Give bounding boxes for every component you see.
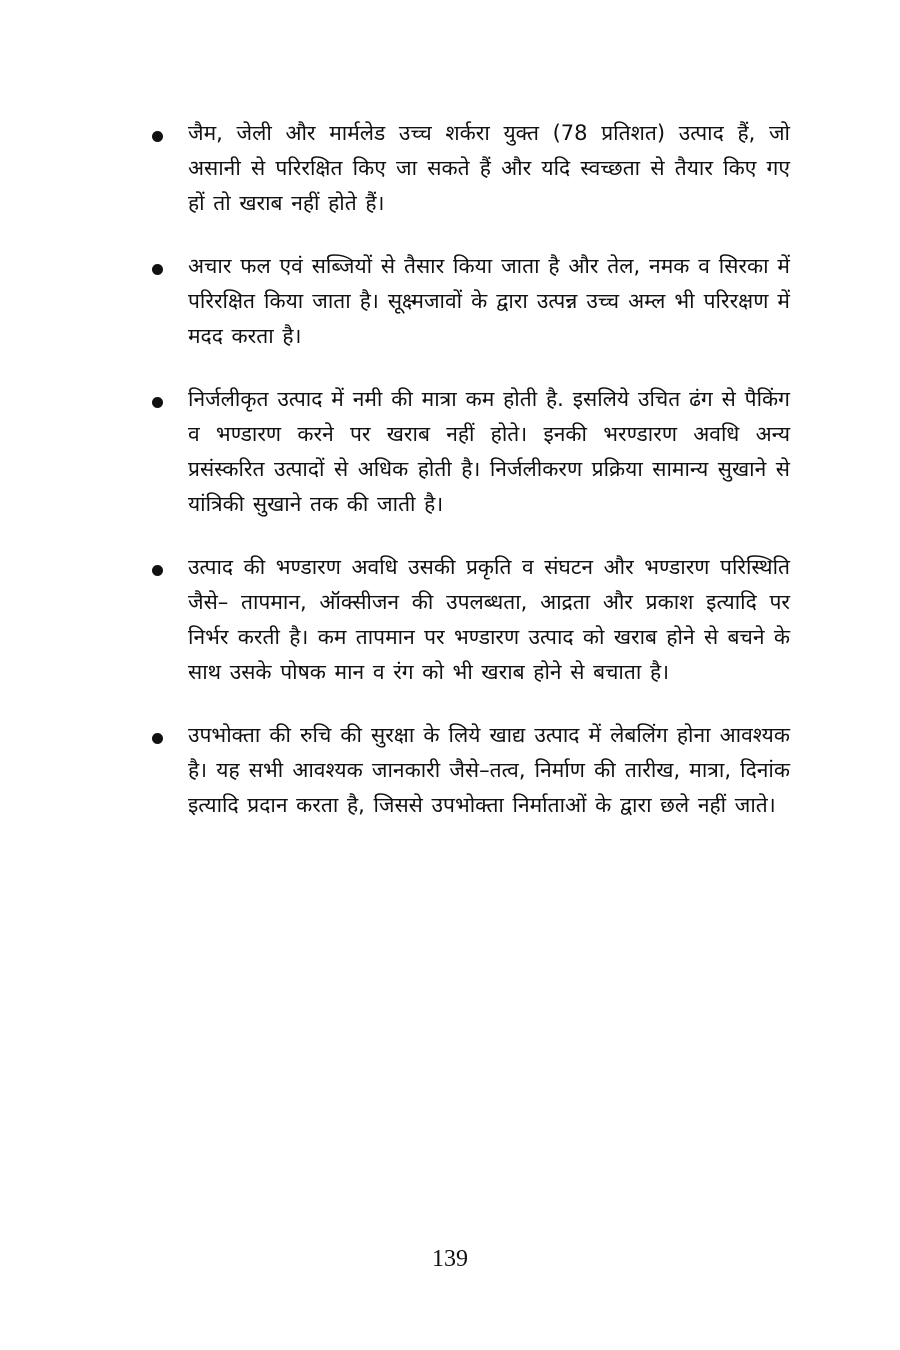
list-item: [150, 116, 790, 221]
list-item: [150, 550, 790, 690]
bullet-icon: [152, 733, 163, 744]
bullet-text: अचार फल एवं सब्जियों से तैसार किया जाता है और तेल, नमक व सिरका में परिरक्षित किया जाता है। सूक्ष्मजावों के द्वारा उत्पन्न उच्च अम्ल भी परिरक्षण में मदद करता है।: [188, 254, 790, 348]
bullet-list: [150, 116, 790, 851]
list-item: [150, 718, 790, 823]
bullet-icon: [152, 565, 163, 576]
bullet-icon: [152, 397, 163, 408]
list-item: [150, 249, 790, 354]
bullet-text: उत्पाद की भण्डारण अवधि उसकी प्रकृति व संघटन और भण्डारण परिस्थिति जैसे– तापमान, ऑक्सीजन की उपलब्धता, आद्रता और प्रकाश इत्यादि पर निर्भर करती है। कम तापमान पर भण्डारण उत्पाद को खराब होने से बचने के साथ उसके पोषक मान व रंग को भी खराब होने से बचाता है।: [188, 555, 790, 684]
bullet-text: निर्जलीकृत उत्पाद में नमी की मात्रा कम होती है. इसलिये उचित ढंग से पैकिंग व भण्डारण करने पर खराब नहीं होते। इनकी भरण्डारण अवधि अन्य प्रसंस्करित उत्पादों से अधिक होती है। निर्जलीकरण प्रक्रिया सामान्य सुखाने से यांत्रिकी सुखाने तक की जाती है।: [188, 387, 790, 516]
list-item: [150, 382, 790, 522]
bullet-text: उपभोक्ता की रुचि की सुरक्षा के लिये खाद्य उत्पाद में लेबलिंग होना आवश्यक है। यह सभी आवश्यक जानकारी जैसे–तत्व, निर्माण की तारीख, मात्रा, दिनांक इत्यादि प्रदान करता है, जिससे उपभोक्ता निर्माताओं के द्वारा छले नहीं जाते।: [188, 723, 790, 817]
bullet-text: जैम, जेली और मार्मलेड उच्च शर्करा युक्त (78 प्रतिशत) उत्पाद हैं, जो असानी से परिरक्षित किए जा सकते हैं और यदि स्वच्छता से तैयार किए गए हों तो खराब नहीं होते हैं।: [188, 121, 790, 215]
bullet-icon: [152, 264, 163, 275]
page-number: 139: [432, 1246, 468, 1272]
bullet-icon: [152, 131, 163, 142]
